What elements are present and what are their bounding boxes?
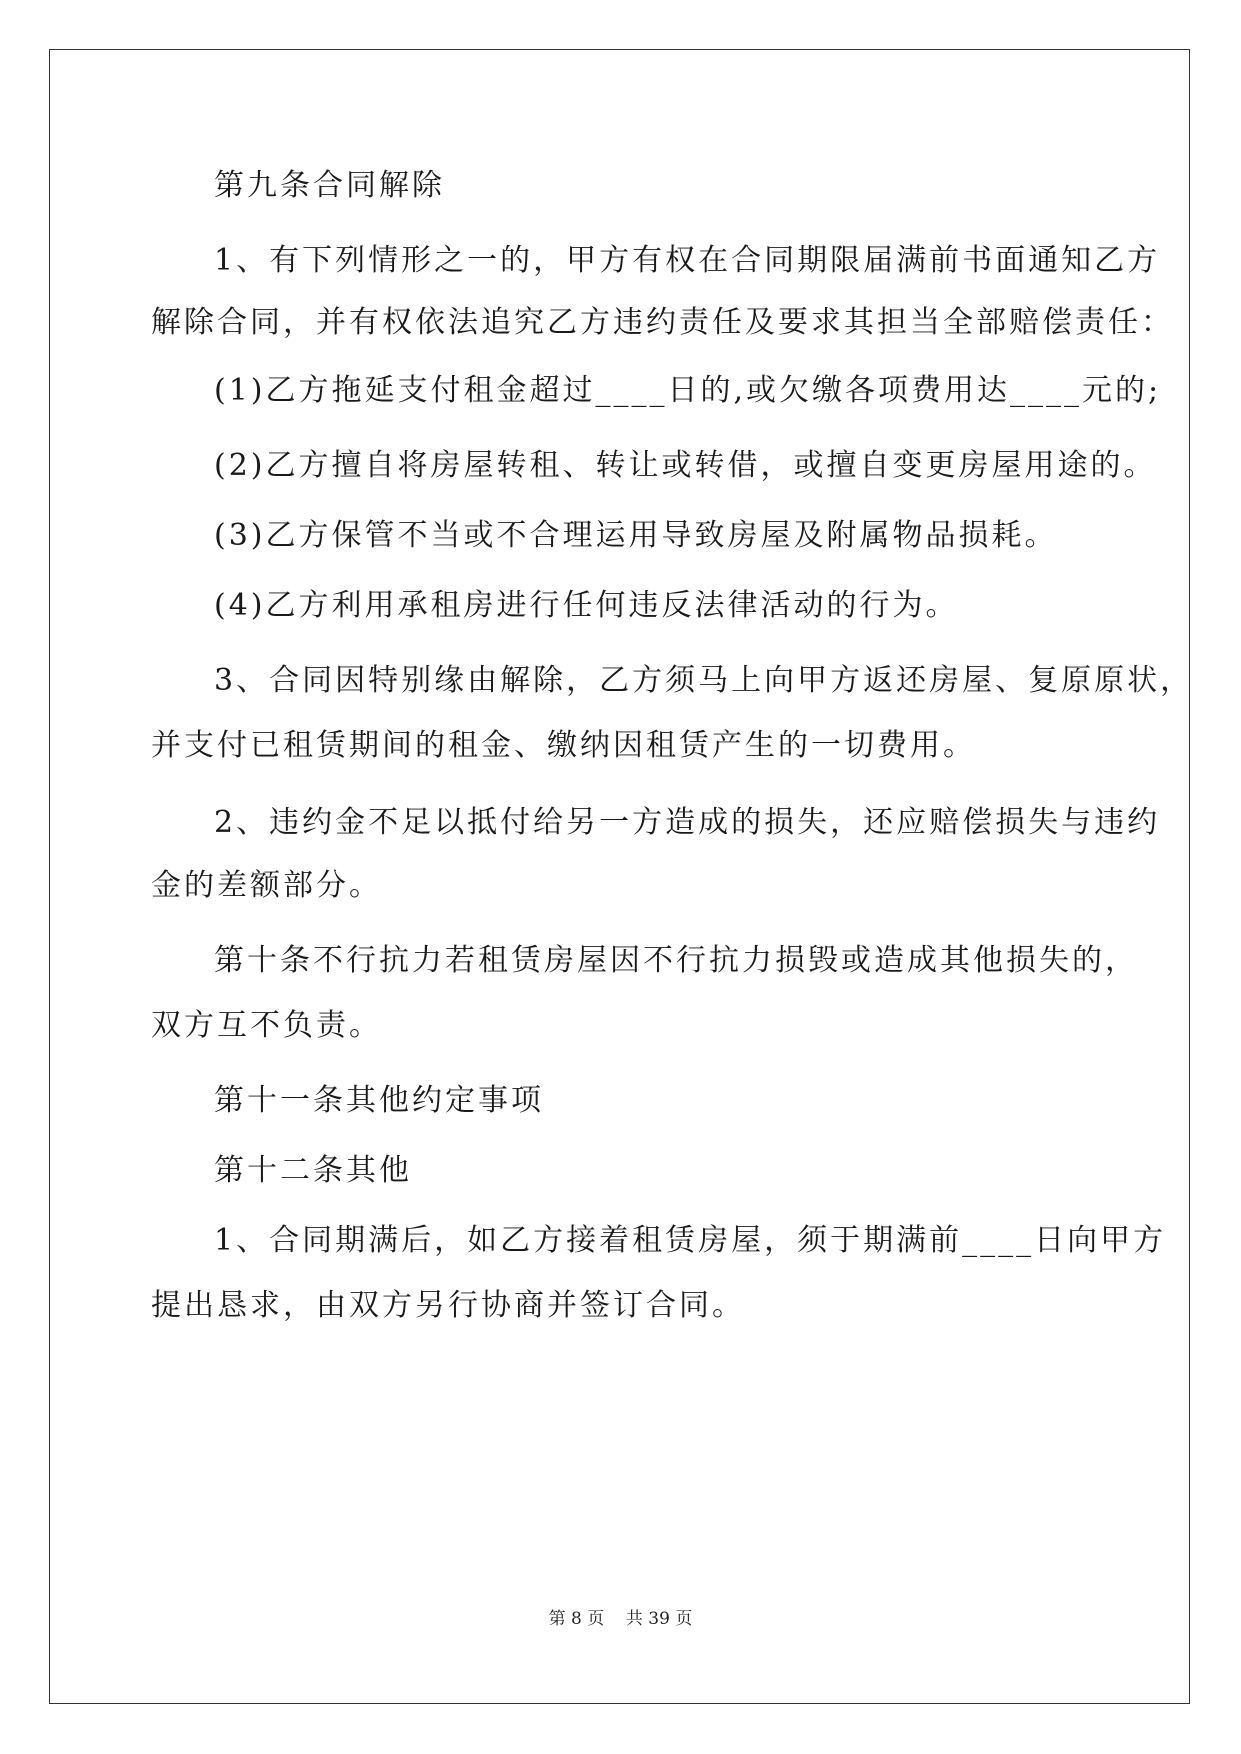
paragraph-line: 提出恳求，由双方另行协商并签订合同。 [151,1288,745,1323]
paragraph-line: 1、有下列情形之一的，甲方有权在合同期限届满前书面通知乙方 [214,243,1161,278]
page-number: 第 8 页 [548,1609,605,1629]
paragraph-line: 3、合同因特别缘由解除，乙方须马上向甲方返还房屋、复原原状， [214,663,1194,698]
article-12-heading: 第十二条其他 [214,1153,412,1188]
paragraph-line: 1、合同期满后，如乙方接着租赁房屋，须于期满前____日向甲方 [214,1223,1167,1258]
list-item-1: (1)乙方拖延支付租金超过____日的,或欠缴各项费用达____元的; [214,373,1162,408]
article-11-heading: 第十一条其他约定事项 [214,1083,544,1118]
paragraph-line: 2、违约金不足以抵付给另一方造成的损失，还应赔偿损失与违约 [214,805,1161,840]
page-footer [0,1604,1241,1629]
paragraph-line: 解除合同，并有权依法追究乙方违约责任及要求其担当全部赔偿责任： [151,305,1174,340]
article-10-line: 第十条不行抗力若租赁房屋因不行抗力损毁或造成其他损失的， [214,943,1138,978]
article-9-heading: 第九条合同解除 [214,168,445,203]
list-item-4: (4)乙方利用承租房进行任何违反法律活动的行为。 [214,588,959,623]
list-item-3: (3)乙方保管不当或不合理运用导致房屋及附属物品损耗。 [214,518,1058,553]
paragraph-line: 双方互不负责。 [151,1008,382,1043]
paragraph-line: 金的差额部分。 [151,868,382,903]
list-item-2: (2)乙方擅自将房屋转租、转让或转借，或擅自变更房屋用途的。 [214,448,1157,483]
paragraph-line: 并支付已租赁期间的租金、缴纳因租赁产生的一切费用。 [151,728,976,763]
page-total: 共 39 页 [625,1609,693,1629]
